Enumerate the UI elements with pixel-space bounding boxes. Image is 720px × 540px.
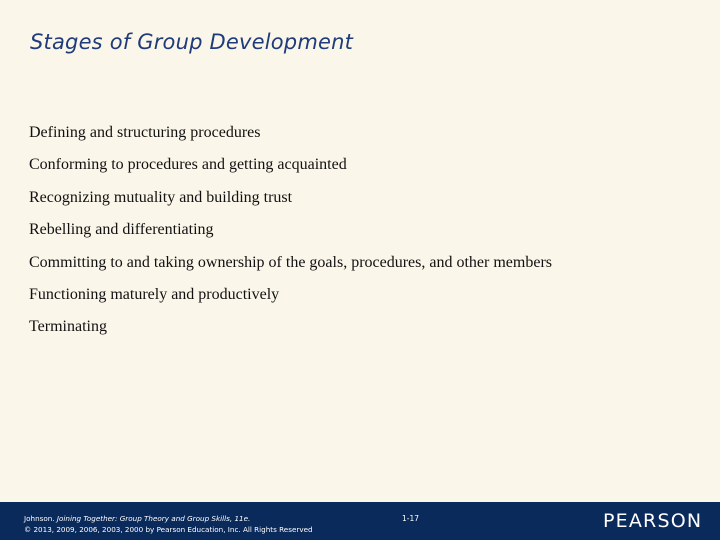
list-item: Terminating (29, 318, 107, 336)
footer-bar (0, 502, 720, 540)
list-item: Committing to and taking ownership of the goals, procedures, and other members (29, 253, 552, 271)
list-item: Conforming to procedures and getting acquainted (29, 156, 347, 174)
pearson-logo: PEARSON (603, 510, 703, 532)
copyright-line: © 2013, 2009, 2006, 2003, 2000 by Pearson Education, Inc. All Rights Reserved (24, 525, 313, 534)
list-item: Recognizing mutuality and building trust (29, 188, 293, 206)
author-name: Johnson. (24, 514, 57, 523)
page-number: 1-17 (402, 514, 420, 523)
list-item: Rebelling and differentiating (29, 221, 214, 239)
footer-credit (24, 513, 313, 535)
citation-line (24, 513, 313, 524)
stage-list (29, 121, 552, 348)
book-title: Joining Together: Group Theory and Group Skills, 11e. (56, 514, 251, 523)
list-item: Functioning maturely and productively (29, 285, 280, 303)
list-item: Defining and structuring procedures (29, 124, 261, 141)
slide-title: Stages of Group Development (30, 30, 354, 54)
